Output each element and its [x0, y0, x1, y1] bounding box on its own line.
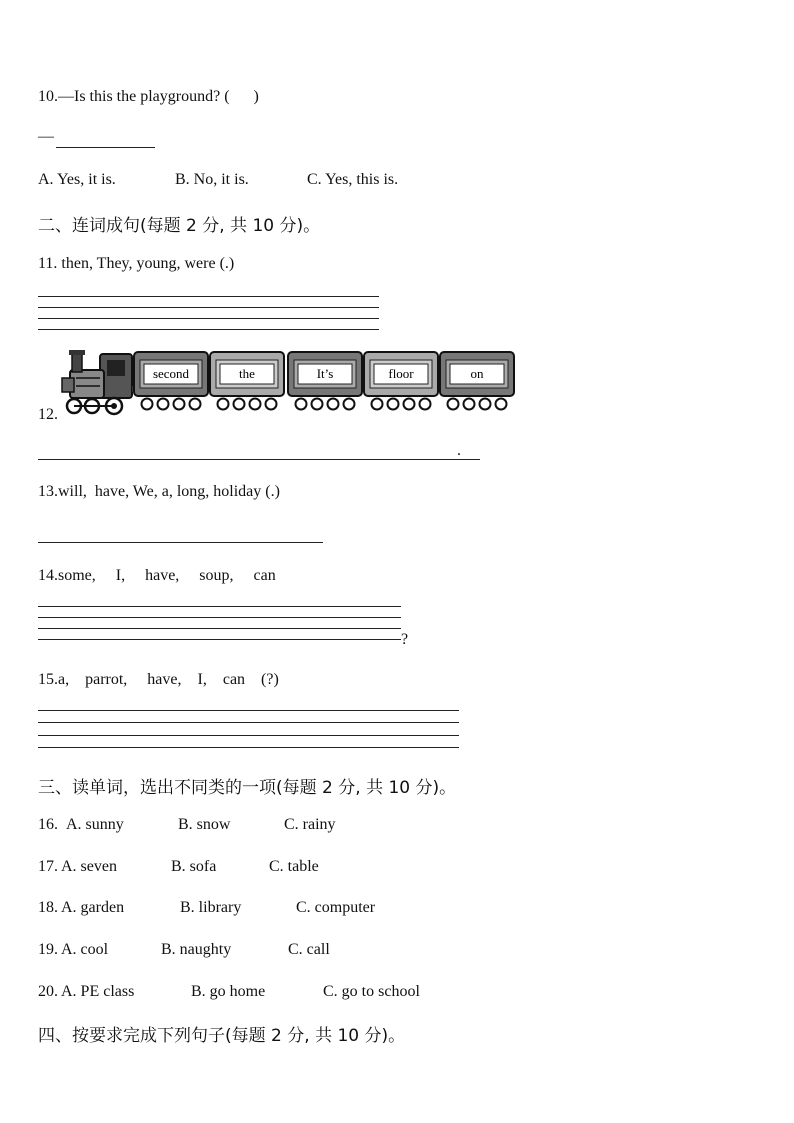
locomotive-icon — [62, 350, 138, 414]
option-b[interactable]: B. library — [180, 899, 242, 916]
option-b[interactable]: B. snow — [178, 816, 231, 833]
option-a[interactable]: A. cool — [61, 941, 109, 958]
writing-line[interactable] — [38, 296, 379, 297]
section-2-heading: 二、连词成句(每题 2 分, 共 10 分)。 — [38, 216, 321, 236]
question-10-stem: 10.—Is this the playground? ( ) — [38, 88, 259, 105]
option-c[interactable]: C. call — [288, 941, 330, 958]
option-a[interactable]: A. Yes, it is. — [38, 171, 116, 188]
writing-line — [38, 617, 401, 618]
section-3-heading: 三、读单词，选出不同类的一项(每题 2 分, 共 10 分)。 — [38, 778, 457, 798]
writing-line — [38, 747, 459, 748]
writing-line — [38, 735, 459, 736]
writing-line[interactable] — [38, 710, 459, 711]
question-15-stem: 15.a, parrot, have, I, can (?) — [38, 671, 279, 688]
word-train-image — [60, 348, 520, 420]
section-4-heading: 四、按要求完成下列句子(每题 2 分, 共 10 分)。 — [38, 1026, 406, 1046]
train-word-5: on — [470, 366, 484, 381]
option-c[interactable]: C. table — [269, 858, 319, 875]
answer-dash: — — [38, 128, 54, 145]
train-illustration — [60, 348, 520, 420]
writing-line — [38, 329, 379, 330]
answer-blank-line[interactable] — [38, 542, 323, 543]
writing-line — [38, 307, 379, 308]
train-word-2: the — [239, 366, 255, 381]
question-11-stem: 11. then, They, young, were (.) — [38, 255, 235, 272]
option-b[interactable]: B. No, it is. — [175, 171, 249, 188]
option-c[interactable]: C. go to school — [323, 983, 420, 1000]
option-c[interactable]: C. Yes, this is. — [307, 171, 399, 188]
question-12-number: 12. — [38, 406, 58, 423]
question-19-number: 19. — [38, 941, 58, 958]
option-c[interactable]: C. computer — [296, 899, 376, 916]
option-c[interactable]: C. rainy — [284, 816, 336, 833]
option-a[interactable]: A. PE class — [61, 983, 135, 1000]
writing-line[interactable] — [38, 606, 401, 607]
question-13-stem: 13.will, have, We, a, long, holiday (.) — [38, 483, 280, 500]
train-word-4: floor — [388, 366, 414, 381]
option-b[interactable]: B. sofa — [171, 858, 217, 875]
writing-line — [38, 722, 459, 723]
answer-blank-line[interactable] — [38, 459, 480, 460]
question-18-number: 18. — [38, 899, 58, 916]
option-a[interactable]: A. seven — [61, 858, 117, 875]
option-a[interactable]: A. garden — [61, 899, 125, 916]
option-a[interactable]: A. sunny — [66, 816, 124, 833]
train-word-1: second — [152, 366, 190, 381]
question-20-number: 20. — [38, 983, 58, 1000]
option-b[interactable]: B. naughty — [161, 941, 232, 958]
writing-line — [38, 639, 401, 640]
writing-line — [38, 628, 401, 629]
question-14-stem: 14.some, I, have, soup, can — [38, 567, 276, 584]
question-17-number: 17. — [38, 858, 58, 875]
question-16-number: 16. — [38, 816, 58, 833]
end-question-mark: ? — [401, 631, 409, 648]
writing-line — [38, 318, 379, 319]
train-word-3: It’s — [316, 366, 334, 381]
answer-blank-line[interactable] — [56, 147, 155, 148]
option-b[interactable]: B. go home — [191, 983, 266, 1000]
end-period: . — [457, 442, 461, 459]
